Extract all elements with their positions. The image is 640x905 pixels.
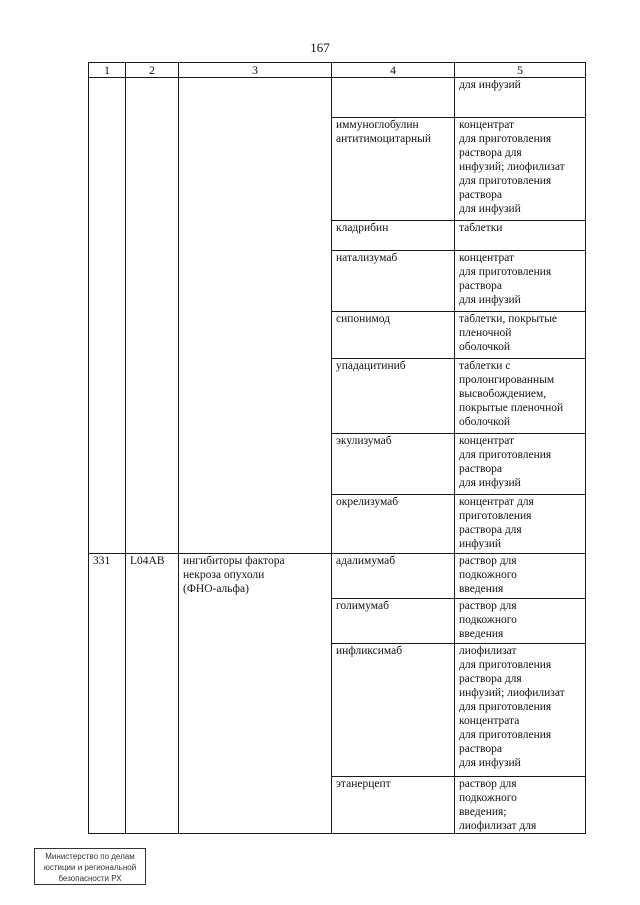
drug-name-cell: [332, 644, 455, 777]
cell-line: подкожного: [459, 792, 517, 804]
table-row: [89, 78, 586, 118]
cell-line: концентрат: [459, 119, 515, 131]
cell-line: подкожного: [459, 569, 517, 581]
cell-line: для инфузий: [459, 757, 521, 769]
cell-line: упадацитиниб: [336, 360, 406, 372]
cell-line: высвобождением,: [459, 388, 547, 400]
cell-line: концентрат: [459, 252, 515, 264]
cell-line: для инфузий: [459, 477, 521, 489]
drug-name-cell: [332, 434, 455, 495]
cell-line: инфузий; лиофилизат: [459, 687, 565, 699]
dosage-form-cell: [455, 434, 586, 495]
cell-line: раствора: [459, 743, 502, 755]
cell-line: таблетки с: [459, 360, 511, 372]
cell-line: введения;: [459, 806, 507, 818]
cell-line: для приготовления: [459, 729, 552, 741]
cell-line: раствора: [459, 463, 502, 475]
cell-line: для инфузий: [459, 79, 521, 91]
cell-line: пленочной: [459, 327, 512, 339]
cell-line: раствора: [459, 189, 502, 201]
cell-line: инфликсимаб: [336, 645, 403, 657]
cell-line: инфузий; лиофилизат: [459, 161, 565, 173]
dosage-form-cell: [455, 251, 586, 312]
dosage-form-cell: [455, 495, 586, 554]
cell-line: иммуноглобулин: [336, 119, 419, 131]
cell-line: антитимоцитарный: [336, 133, 432, 145]
cell-line: концентрат для: [459, 496, 534, 508]
drug-name-cell: [332, 118, 455, 221]
cell-line: концентрат: [459, 435, 515, 447]
cell-line: концентрата: [459, 715, 520, 727]
drug-name-cell: [332, 312, 455, 359]
dosage-form-cell: [455, 118, 586, 221]
cell-line: раствор для: [459, 555, 517, 567]
row-number-cell: [89, 78, 126, 554]
cell-line: приготовления: [459, 510, 532, 522]
cell-line: подкожного: [459, 614, 517, 626]
cell-line: введения: [459, 583, 504, 595]
cell-line: адалимумаб: [336, 555, 396, 567]
drug-name-cell: [332, 777, 455, 834]
col-header: 4: [332, 63, 455, 78]
cell-line: для приготовления: [459, 701, 552, 713]
drug-table: [88, 62, 586, 834]
cell-line: некроза опухоли: [183, 569, 265, 581]
drug-name-cell: [332, 78, 455, 118]
row-number-cell: 331: [89, 554, 126, 834]
cell-line: для приготовления: [459, 133, 552, 145]
cell-line: введения: [459, 628, 504, 640]
cell-line: натализумаб: [336, 252, 398, 264]
group-name-cell: [179, 78, 332, 554]
dosage-form-cell: [455, 599, 586, 644]
page-number: 167: [310, 40, 330, 55]
cell-line: лиофилизат: [459, 645, 517, 657]
col-header: 3: [179, 63, 332, 78]
cell-line: инфузий: [459, 538, 502, 550]
cell-line: таблетки: [459, 222, 503, 234]
group-name-cell: [179, 554, 332, 834]
cell-line: сипонимод: [336, 313, 391, 325]
cell-line: таблетки, покрытые: [459, 313, 558, 325]
cell-line: лиофилизат для: [459, 820, 537, 832]
cell-line: экулизумаб: [336, 435, 392, 447]
cell-line: раствора для: [459, 147, 522, 159]
dosage-form-cell: [455, 777, 586, 834]
registration-stamp: [34, 848, 146, 885]
cell-line: для инфузий: [459, 203, 521, 215]
cell-line: окрелизумаб: [336, 496, 399, 508]
drug-name-cell: [332, 251, 455, 312]
cell-line: этанерцепт: [336, 778, 391, 790]
col-header: 2: [126, 63, 179, 78]
atc-code-cell: L04AB: [126, 554, 179, 834]
cell-line: покрытые пленочной: [459, 402, 564, 414]
table-row: [89, 554, 586, 599]
atc-code-cell: [126, 78, 179, 554]
table-body: [89, 78, 586, 834]
cell-line: голимумаб: [336, 600, 389, 612]
dosage-form-cell: [455, 644, 586, 777]
stamp-line: юстиции и региональной: [43, 863, 137, 872]
drug-name-cell: [332, 599, 455, 644]
cell-line: кладрибин: [336, 222, 389, 234]
drug-name-cell: [332, 495, 455, 554]
cell-line: для инфузий: [459, 294, 521, 306]
cell-line: оболочкой: [459, 341, 511, 353]
dosage-form-cell: [455, 554, 586, 599]
col-header: 5: [455, 63, 586, 78]
cell-line: для приготовления: [459, 266, 552, 278]
cell-line: для приготовления: [459, 175, 552, 187]
drug-name-cell: [332, 221, 455, 251]
cell-line: для приготовления: [459, 449, 552, 461]
cell-line: раствора для: [459, 673, 522, 685]
dosage-form-cell: [455, 359, 586, 434]
dosage-form-cell: [455, 78, 586, 118]
col-header: 1: [89, 63, 126, 78]
stamp-line: Министерство по делам: [45, 852, 135, 861]
drug-name-cell: [332, 359, 455, 434]
cell-line: (ФНО-альфа): [183, 583, 249, 595]
cell-line: ингибиторы фактора: [183, 555, 285, 567]
cell-line: раствора для: [459, 524, 522, 536]
cell-line: раствор для: [459, 778, 517, 790]
cell-line: для приготовления: [459, 659, 552, 671]
table-header-row: [89, 63, 586, 78]
cell-line: оболочкой: [459, 416, 511, 428]
drug-name-cell: [332, 554, 455, 599]
cell-line: раствора: [459, 280, 502, 292]
dosage-form-cell: [455, 221, 586, 251]
cell-line: пролонгированным: [459, 374, 555, 386]
dosage-form-cell: [455, 312, 586, 359]
cell-line: раствор для: [459, 600, 517, 612]
stamp-line: безопасности РХ: [58, 874, 122, 883]
